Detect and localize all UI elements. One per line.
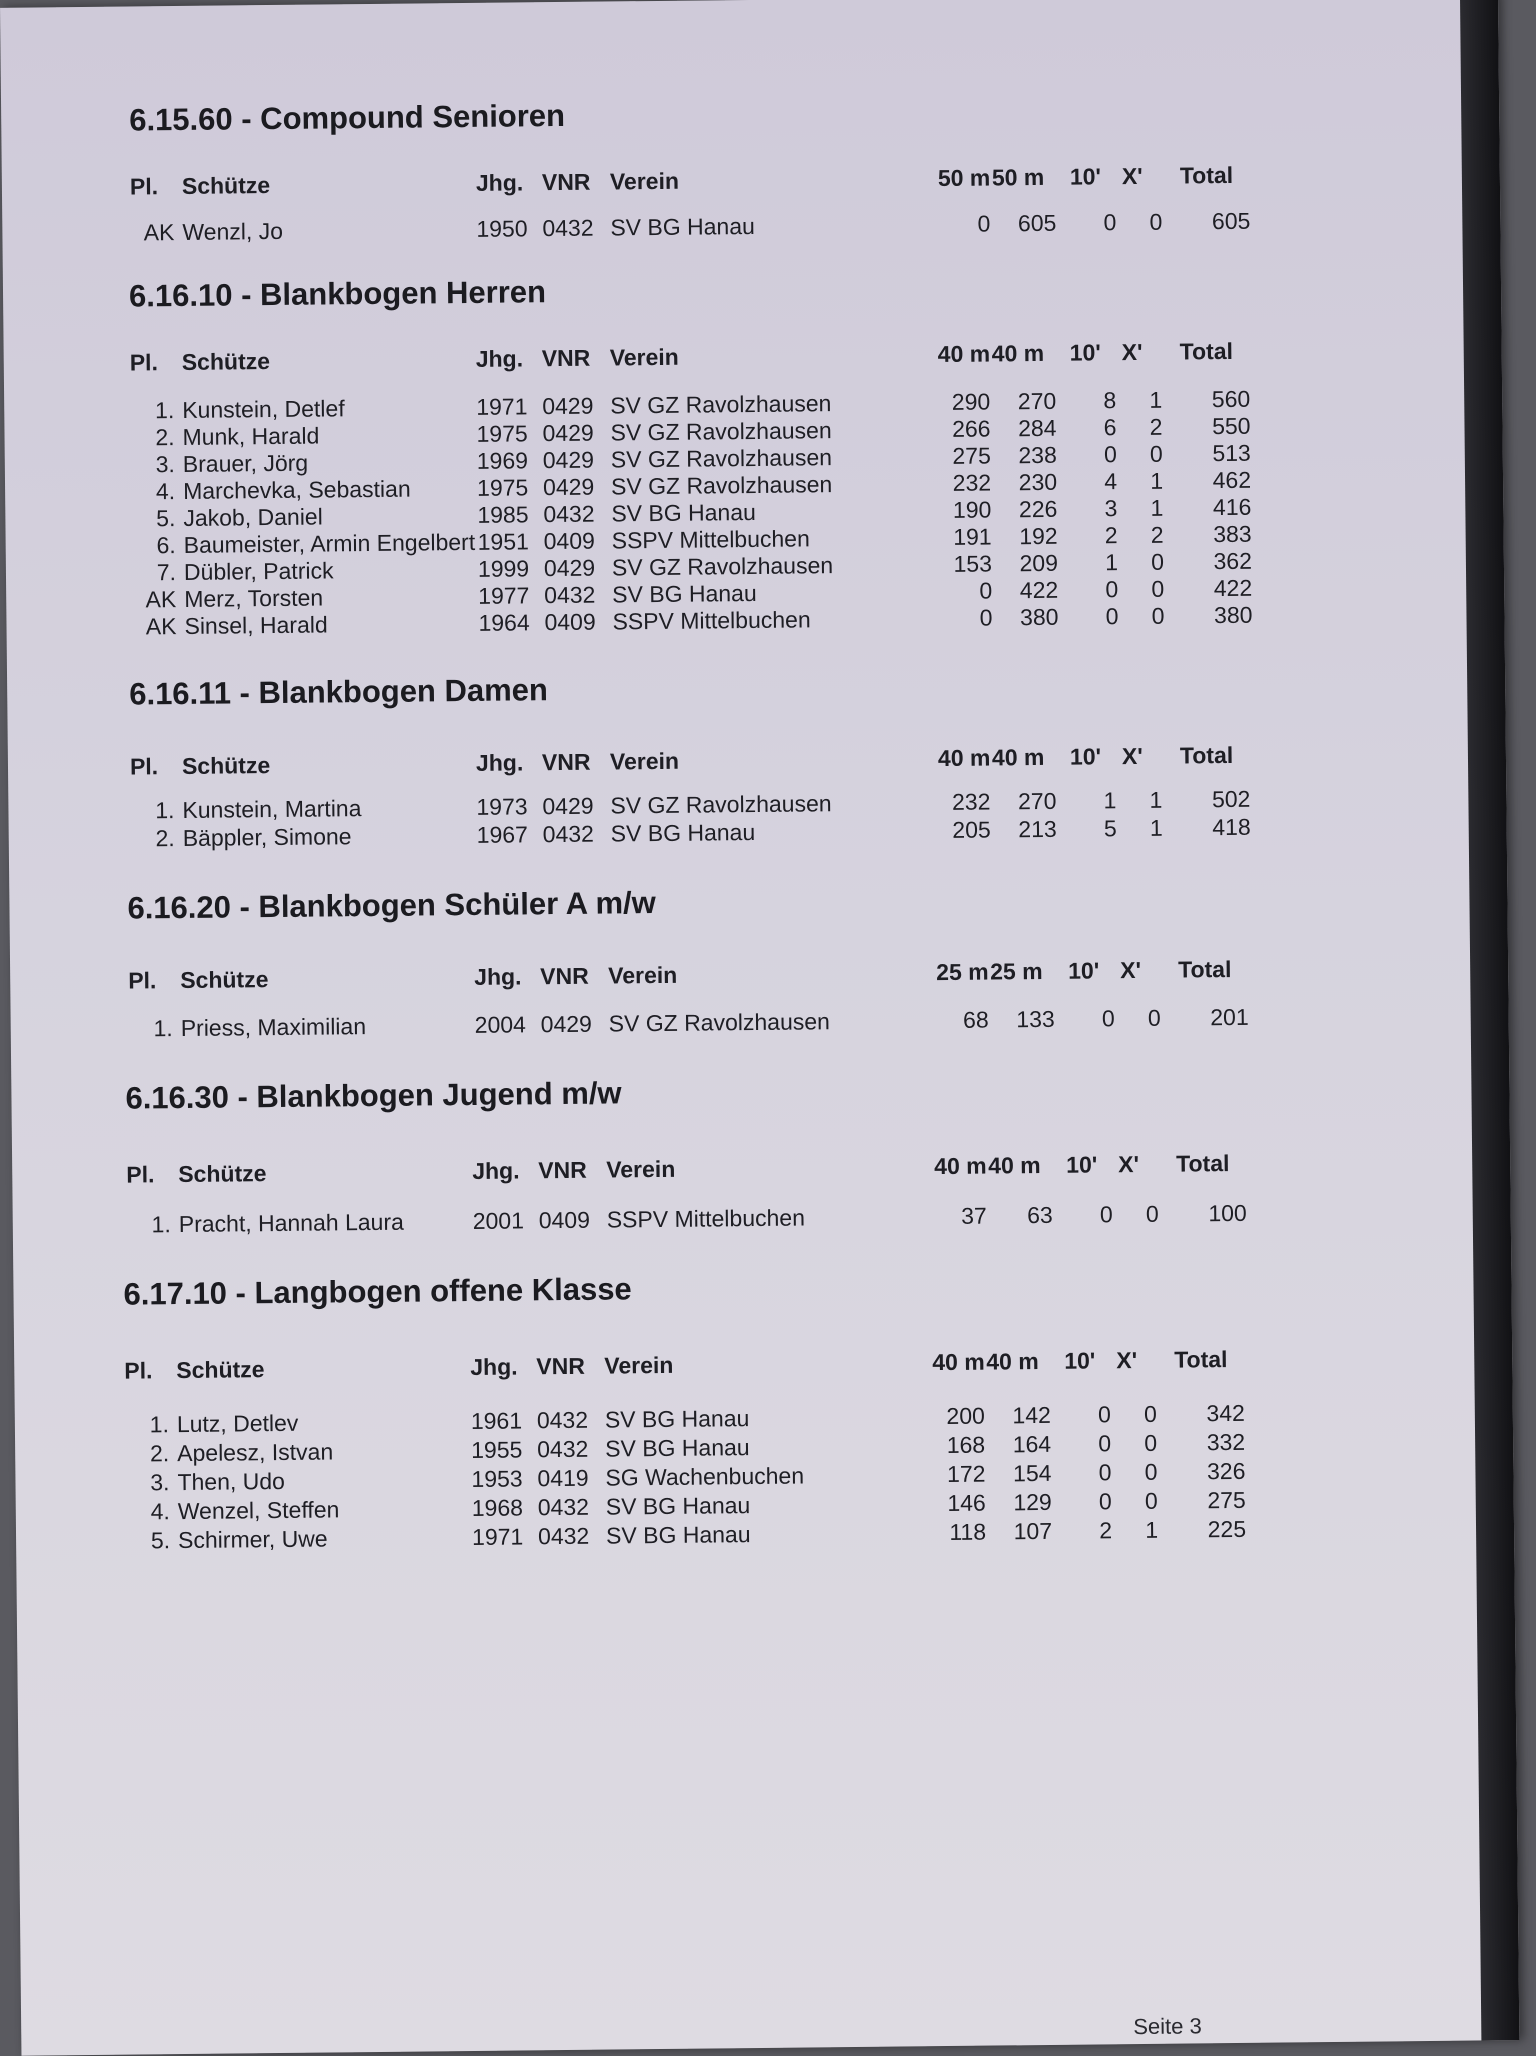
- section-title: 6.17.10 - Langbogen offene Klasse: [123, 1271, 632, 1312]
- col-distance-1: 40 m: [932, 1348, 985, 1376]
- col-schuetze: Schütze: [181, 752, 271, 779]
- col-verein: Verein: [609, 343, 679, 371]
- col-x: X': [1121, 162, 1143, 190]
- cell-total: 342: [1206, 1399, 1245, 1427]
- cell-distance-2: 142: [1012, 1401, 1051, 1429]
- cell-schuetze: Kunstein, Martina: [182, 795, 362, 823]
- col-distance-2: 40 m: [991, 339, 1045, 367]
- cell-jhg: 1971: [471, 1523, 524, 1550]
- col-distance-2: 25 m: [990, 957, 1043, 985]
- cell-jhg: 1971: [476, 393, 528, 420]
- cell-schuetze: Lutz, Detlev: [176, 1409, 299, 1438]
- cell-distance-1: 0: [977, 210, 991, 237]
- cell-schuetze: Schirmer, Uwe: [177, 1525, 328, 1554]
- col-vnr: VNR: [541, 168, 591, 196]
- col-distance-1: 40 m: [934, 1152, 987, 1180]
- cell-jhg: 2004: [474, 1011, 527, 1038]
- col-pl: Pl.: [129, 349, 159, 376]
- cell-verein: SV GZ Ravolzhausen: [608, 1008, 831, 1037]
- cell-verein: SV GZ Ravolzhausen: [610, 417, 832, 446]
- cell-total: 560: [1211, 385, 1251, 413]
- cell-x: 1: [1149, 814, 1163, 841]
- col-schuetze: Schütze: [180, 966, 269, 994]
- section-title: 6.16.20 - Blankbogen Schüler A m/w: [127, 885, 656, 926]
- cell-pl: 4.: [150, 1498, 170, 1525]
- cell-total: 605: [1211, 207, 1251, 235]
- cell-tens: 0: [1105, 576, 1119, 603]
- cell-tens: 0: [1098, 1488, 1112, 1515]
- cell-total: 362: [1213, 547, 1253, 575]
- cell-total: 418: [1212, 813, 1251, 841]
- cell-x: 2: [1149, 413, 1163, 440]
- cell-vnr: 0429: [542, 446, 595, 474]
- cell-tens: 0: [1097, 1401, 1111, 1428]
- table-row: [127, 1196, 1527, 1239]
- table-header: [124, 1342, 1524, 1385]
- cell-pl: 5.: [156, 505, 176, 532]
- cell-distance-2: 209: [1019, 549, 1059, 577]
- table-row: [129, 1000, 1529, 1043]
- col-x: X': [1120, 956, 1142, 984]
- section-langbogen-offene-klasse: [123, 1262, 1523, 1554]
- col-pl: Pl.: [124, 1357, 153, 1384]
- cell-x: 2: [1150, 521, 1164, 548]
- cell-verein: SV BG Hanau: [610, 818, 756, 847]
- cell-vnr: 0429: [543, 554, 596, 582]
- cell-vnr: 0429: [542, 792, 594, 820]
- col-tens: 10': [1068, 957, 1100, 984]
- cell-x: 0: [1151, 575, 1165, 602]
- cell-distance-1: 290: [951, 388, 991, 415]
- cell-distance-2: 213: [1018, 815, 1057, 843]
- cell-pl: 1.: [155, 797, 175, 824]
- cell-verein: SV BG Hanau: [604, 1405, 750, 1433]
- cell-distance-2: 230: [1018, 468, 1058, 496]
- cell-schuetze: Merz, Torsten: [184, 584, 324, 612]
- cell-pl: 7.: [156, 559, 177, 586]
- cell-total: 502: [1211, 785, 1251, 813]
- cell-tens: 2: [1099, 1517, 1113, 1544]
- cell-jhg: 1973: [476, 793, 528, 820]
- col-pl: Pl.: [129, 753, 159, 780]
- cell-vnr: 0432: [542, 214, 594, 242]
- col-tens: 10': [1069, 743, 1102, 770]
- cell-distance-2: 270: [1017, 787, 1057, 815]
- table-header: [130, 738, 1530, 781]
- cell-distance-1: 200: [946, 1402, 985, 1430]
- cell-distance-1: 172: [946, 1460, 986, 1488]
- cell-distance-2: 164: [1012, 1430, 1052, 1458]
- cell-jhg: 1955: [471, 1436, 523, 1463]
- cell-x: 0: [1150, 548, 1165, 575]
- cell-pl: 4.: [155, 478, 176, 505]
- cell-schuetze: Wenzel, Steffen: [177, 1496, 340, 1525]
- cell-total: 422: [1213, 574, 1253, 602]
- cell-jhg: 1999: [477, 555, 530, 582]
- cell-tens: 1: [1103, 787, 1117, 814]
- col-tens: 10': [1064, 1347, 1096, 1374]
- cell-verein: SV GZ Ravolzhausen: [611, 552, 834, 581]
- cell-distance-2: 133: [1016, 1005, 1055, 1033]
- cell-verein: SV BG Hanau: [611, 498, 756, 527]
- cell-pl: 2.: [155, 424, 175, 451]
- col-verein: Verein: [608, 961, 678, 989]
- cell-distance-1: 190: [952, 496, 992, 523]
- col-schuetze: Schütze: [181, 348, 271, 375]
- col-pl: Pl.: [129, 173, 159, 200]
- col-schuetze: Schütze: [181, 172, 271, 199]
- cell-tens: 0: [1103, 209, 1117, 236]
- cell-x: 0: [1144, 1429, 1158, 1456]
- cell-vnr: 0429: [542, 473, 595, 501]
- cell-vnr: 0409: [544, 608, 596, 636]
- cell-schuetze: Sinsel, Harald: [184, 611, 328, 639]
- cell-distance-1: 168: [946, 1431, 986, 1459]
- page-number: Seite 3: [1133, 2013, 1202, 2040]
- cell-x: 1: [1149, 386, 1163, 413]
- col-verein: Verein: [604, 1351, 674, 1379]
- cell-tens: 4: [1104, 468, 1118, 495]
- cell-verein: SV GZ Ravolzhausen: [610, 390, 832, 419]
- cell-tens: 0: [1098, 1430, 1112, 1457]
- col-total: Total: [1179, 161, 1234, 189]
- cell-jhg: 1985: [477, 501, 529, 528]
- col-distance-1: 25 m: [936, 958, 989, 986]
- cell-distance-1: 118: [949, 1518, 987, 1545]
- cell-distance-2: 380: [1019, 603, 1059, 631]
- cell-pl: AK: [145, 586, 177, 613]
- col-jhg: Jhg.: [475, 345, 524, 372]
- cell-tens: 2: [1104, 522, 1118, 549]
- col-jhg: Jhg.: [474, 963, 522, 990]
- cell-schuetze: Then, Udo: [177, 1467, 286, 1496]
- cell-verein: SG Wachenbuchen: [605, 1462, 805, 1491]
- cell-x: 1: [1150, 467, 1164, 494]
- cell-tens: 0: [1098, 1459, 1112, 1486]
- table-row: [130, 204, 1530, 247]
- cell-distance-1: 0: [979, 604, 993, 631]
- cell-distance-2: 422: [1019, 576, 1059, 604]
- cell-x: 0: [1149, 208, 1163, 235]
- cell-x: 0: [1151, 602, 1165, 629]
- cell-x: 0: [1147, 1004, 1161, 1031]
- cell-schuetze: Dübler, Patrick: [183, 557, 334, 585]
- cell-distance-1: 68: [962, 1006, 989, 1033]
- cell-jhg: 1950: [476, 215, 528, 242]
- cell-vnr: 0409: [538, 1206, 591, 1234]
- cell-total: 332: [1206, 1428, 1246, 1456]
- col-distance-2: 40 m: [988, 1152, 1041, 1179]
- cell-schuetze: Pracht, Hannah Laura: [178, 1208, 404, 1238]
- cell-distance-1: 153: [953, 550, 993, 577]
- cell-jhg: 1975: [476, 420, 528, 447]
- cell-verein: SSPV Mittelbuchen: [612, 606, 811, 635]
- section-title: 6.15.60 - Compound Senioren: [129, 97, 566, 138]
- cell-verein: SV BG Hanau: [605, 1434, 750, 1462]
- col-x: X': [1121, 742, 1143, 770]
- col-total: Total: [1179, 741, 1234, 769]
- cell-distance-2: 238: [1018, 441, 1057, 469]
- cell-total: 100: [1208, 1199, 1247, 1227]
- section-compound-senioren: [129, 88, 1529, 246]
- section-blankbogen-schueler-a: [127, 876, 1527, 1042]
- cell-jhg: 1961: [470, 1407, 523, 1434]
- col-x: X': [1121, 338, 1143, 366]
- cell-distance-2: 129: [1013, 1488, 1052, 1516]
- cell-schuetze: Jakob, Daniel: [183, 503, 323, 531]
- cell-pl: 3.: [150, 1469, 170, 1496]
- cell-x: 0: [1143, 1400, 1157, 1427]
- cell-tens: 0: [1103, 441, 1117, 468]
- cell-total: 383: [1213, 520, 1252, 548]
- cell-schuetze: Kunstein, Detlef: [182, 395, 345, 423]
- cell-vnr: 0432: [537, 1522, 590, 1550]
- col-vnr: VNR: [541, 344, 591, 372]
- col-distance-2: 40 m: [986, 1348, 1039, 1375]
- cell-schuetze: Munk, Harald: [182, 422, 320, 450]
- col-verein: Verein: [609, 167, 680, 195]
- cell-pl: 1.: [154, 397, 175, 424]
- cell-schuetze: Marchevka, Sebastian: [182, 475, 411, 504]
- cell-total: 201: [1210, 1003, 1249, 1031]
- cell-x: 1: [1150, 494, 1164, 521]
- cell-distance-1: 0: [979, 577, 993, 604]
- cell-schuetze: Apelesz, Istvan: [177, 1438, 334, 1467]
- cell-schuetze: Bäppler, Simone: [182, 823, 352, 851]
- cell-pl: AK: [145, 613, 177, 640]
- col-total: Total: [1174, 1346, 1228, 1373]
- cell-total: 225: [1207, 1515, 1247, 1543]
- cell-distance-1: 191: [953, 523, 992, 550]
- table-header: [130, 158, 1530, 201]
- cell-vnr: 0432: [542, 820, 595, 848]
- cell-jhg: 1975: [476, 474, 529, 501]
- cell-x: 0: [1144, 1487, 1158, 1514]
- col-tens: 10': [1069, 163, 1102, 190]
- cell-distance-1: 232: [951, 788, 991, 815]
- cell-verein: SSPV Mittelbuchen: [606, 1204, 806, 1233]
- cell-total: 550: [1211, 412, 1251, 440]
- col-distance-2: 40 m: [991, 743, 1045, 771]
- col-distance-1: 50 m: [937, 164, 991, 192]
- cell-x: 1: [1149, 786, 1163, 813]
- cell-tens: 0: [1099, 1201, 1113, 1228]
- cell-vnr: 0419: [537, 1464, 589, 1492]
- cell-vnr: 0429: [542, 419, 594, 447]
- cell-schuetze: Wenzl, Jo: [182, 217, 284, 245]
- col-vnr: VNR: [540, 962, 589, 990]
- cell-pl: 1.: [149, 1411, 170, 1438]
- cell-vnr: 0432: [544, 581, 596, 609]
- col-jhg: Jhg.: [475, 749, 524, 776]
- section-blankbogen-herren: [128, 264, 1529, 640]
- section-blankbogen-damen: [129, 662, 1529, 852]
- col-total: Total: [1179, 337, 1234, 365]
- section-blankbogen-jugend: [125, 1066, 1525, 1238]
- cell-jhg: 1967: [476, 821, 529, 848]
- cell-x: 0: [1149, 440, 1163, 467]
- col-total: Total: [1178, 956, 1232, 983]
- cell-verein: SV BG Hanau: [612, 579, 757, 608]
- cell-pl: 1.: [153, 1015, 173, 1042]
- cell-tens: 3: [1104, 495, 1118, 522]
- cell-vnr: 0432: [543, 500, 595, 528]
- table-header: [130, 334, 1530, 377]
- cell-distance-1: 232: [952, 469, 992, 496]
- cell-total: 326: [1206, 1457, 1246, 1485]
- cell-total: 275: [1207, 1486, 1246, 1514]
- cell-tens: 0: [1105, 603, 1119, 630]
- cell-schuetze: Priess, Maximilian: [180, 1013, 367, 1042]
- section-title: 6.16.10 - Blankbogen Herren: [128, 274, 547, 314]
- cell-x: 0: [1145, 1200, 1159, 1227]
- cell-verein: SV BG Hanau: [610, 212, 755, 241]
- cell-jhg: 2001: [472, 1207, 525, 1234]
- section-title: 6.16.30 - Blankbogen Jugend m/w: [125, 1075, 622, 1116]
- cell-jhg: 1977: [478, 582, 530, 609]
- section-title: 6.16.11 - Blankbogen Damen: [129, 672, 549, 712]
- cell-x: 1: [1145, 1516, 1159, 1543]
- cell-vnr: 0432: [537, 1435, 589, 1463]
- cell-pl: AK: [143, 219, 175, 246]
- cell-vnr: 0429: [542, 392, 594, 420]
- cell-vnr: 0429: [540, 1010, 593, 1038]
- col-verein: Verein: [606, 1155, 676, 1183]
- cell-tens: 6: [1103, 414, 1117, 441]
- col-verein: Verein: [609, 747, 680, 775]
- cell-distance-1: 205: [952, 816, 991, 843]
- col-x: X': [1118, 1150, 1140, 1178]
- col-tens: 10': [1066, 1151, 1098, 1178]
- col-vnr: VNR: [538, 1156, 587, 1184]
- cell-pl: 1.: [151, 1211, 171, 1238]
- col-total: Total: [1176, 1150, 1230, 1177]
- col-pl: Pl.: [126, 1161, 155, 1188]
- cell-pl: 6.: [156, 532, 176, 559]
- cell-tens: 5: [1103, 815, 1117, 842]
- cell-distance-2: 226: [1018, 495, 1058, 523]
- col-tens: 10': [1069, 339, 1101, 366]
- col-jhg: Jhg.: [470, 1353, 518, 1380]
- cell-jhg: 1951: [477, 528, 529, 555]
- cell-distance-1: 146: [947, 1489, 986, 1517]
- cell-schuetze: Brauer, Jörg: [182, 449, 309, 477]
- cell-vnr: 0409: [543, 527, 595, 555]
- cell-verein: SV BG Hanau: [605, 1521, 751, 1549]
- cell-distance-2: 284: [1017, 414, 1057, 442]
- col-jhg: Jhg.: [472, 1157, 520, 1184]
- col-vnr: VNR: [536, 1352, 585, 1380]
- col-pl: Pl.: [128, 967, 157, 994]
- cell-verein: SV GZ Ravolzhausen: [610, 471, 833, 500]
- cell-pl: 2.: [155, 825, 175, 852]
- cell-verein: SV GZ Ravolzhausen: [610, 444, 833, 473]
- cell-tens: 8: [1103, 387, 1117, 414]
- col-distance-1: 40 m: [937, 340, 991, 368]
- cell-pl: 3.: [155, 451, 175, 478]
- cell-verein: SV GZ Ravolzhausen: [610, 790, 832, 819]
- cell-distance-1: 37: [961, 1202, 987, 1229]
- cell-distance-1: 266: [951, 415, 991, 442]
- cell-verein: SV BG Hanau: [605, 1492, 751, 1520]
- col-jhg: Jhg.: [475, 169, 524, 196]
- cell-distance-2: 107: [1013, 1517, 1053, 1545]
- table-header: [126, 1146, 1526, 1189]
- cell-distance-2: 605: [1017, 209, 1057, 237]
- cell-jhg: 1968: [471, 1494, 524, 1521]
- cell-distance-2: 270: [1017, 387, 1057, 415]
- cell-pl: 2.: [149, 1440, 170, 1467]
- cell-distance-2: 63: [1027, 1201, 1053, 1229]
- cell-jhg: 1969: [476, 447, 529, 474]
- cell-vnr: 0432: [536, 1406, 589, 1434]
- cell-verein: SSPV Mittelbuchen: [611, 525, 810, 554]
- cell-jhg: 1953: [471, 1465, 523, 1492]
- cell-schuetze: Baumeister, Armin Engelbert: [183, 528, 476, 558]
- cell-total: 416: [1212, 493, 1252, 521]
- col-schuetze: Schütze: [176, 1356, 265, 1384]
- col-schuetze: Schütze: [178, 1160, 267, 1188]
- cell-total: 462: [1212, 466, 1252, 494]
- cell-tens: 1: [1104, 549, 1119, 576]
- col-distance-2: 50 m: [991, 163, 1045, 191]
- table-header: [128, 952, 1528, 995]
- cell-tens: 0: [1101, 1005, 1115, 1032]
- col-vnr: VNR: [541, 748, 591, 776]
- col-x: X': [1116, 1347, 1138, 1374]
- cell-jhg: 1964: [478, 609, 530, 636]
- col-distance-1: 40 m: [937, 744, 991, 772]
- cell-pl: 5.: [150, 1527, 171, 1554]
- cell-total: 513: [1212, 439, 1251, 467]
- cell-total: 380: [1213, 601, 1253, 629]
- cell-distance-2: 154: [1012, 1459, 1052, 1487]
- cell-vnr: 0432: [537, 1493, 590, 1521]
- cell-distance-1: 275: [952, 442, 991, 469]
- cell-x: 0: [1144, 1458, 1158, 1485]
- cell-distance-2: 192: [1019, 522, 1058, 550]
